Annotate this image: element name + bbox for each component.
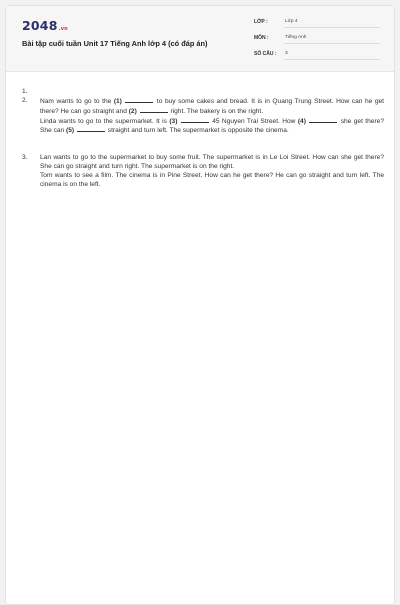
meta-class-row (254, 19, 384, 29)
passage-paragraph-1: Lan wants to go to the supermarket to buy some fruit. The supermarket is in Le Loi Street. How can she get there? She can go straight and turn right. The supermarket is on the right. (40, 154, 384, 170)
blank-1[interactable] (125, 97, 153, 103)
document-title: Bài tập cuối tuần Unit 17 Tiếng Anh lớp 4 (có đáp án) (22, 39, 208, 48)
passage-number: 3. (22, 154, 28, 162)
blank-label-1: (1) (113, 98, 122, 105)
blank-label-2: (2) (128, 107, 137, 115)
meta-class-label: LỚP : (254, 19, 268, 25)
blank-4[interactable] (309, 117, 337, 123)
passage-paragraph-2: Linda wants to go to the supermarket. It is (3) 45 Nguyen Trai Street. How (4) she get there? She can (5) straight and turn left. The supermarket is opposite the cinema. (40, 117, 384, 135)
blank-5[interactable] (77, 126, 105, 132)
meta-subject-row (254, 35, 384, 45)
exercise-content (22, 88, 384, 189)
meta-count-value: 3 (284, 51, 380, 60)
passage-2 (22, 97, 384, 136)
logo-suffix: .vn (58, 26, 68, 32)
meta-class-value: Lớp 4 (284, 19, 380, 28)
blank-label-4: (4) (297, 117, 306, 125)
question-number: 1. (22, 88, 28, 95)
passage-paragraph-1: Nam wants to go to the (1) to buy some cakes and bread. It is in Quang Trung Street. How can he get there? He can go straight and (2) right. The bakery is on the right. (40, 98, 384, 115)
meta-count-row (254, 51, 384, 61)
passage-3 (22, 154, 384, 189)
document-header (6, 6, 394, 72)
passage-number: 2. (22, 97, 28, 104)
blank-3[interactable] (181, 117, 209, 123)
site-logo[interactable] (22, 18, 68, 33)
blank-2[interactable] (140, 107, 168, 113)
passage-paragraph-2: Tom wants to see a film. The cinema is in Pine Street. How can he get there? He can go straight and turn left. The cinema is on the left. (40, 171, 384, 188)
meta-count-label: SỐ CÂU : (254, 51, 277, 57)
logo-main: 2048 (22, 18, 58, 33)
meta-subject-value: Tiếng Anh (284, 35, 380, 44)
meta-subject-label: MÔN : (254, 35, 269, 41)
worksheet-page (5, 5, 395, 605)
blank-label-3: (3) (169, 117, 178, 125)
blank-label-5: (5) (66, 127, 75, 135)
